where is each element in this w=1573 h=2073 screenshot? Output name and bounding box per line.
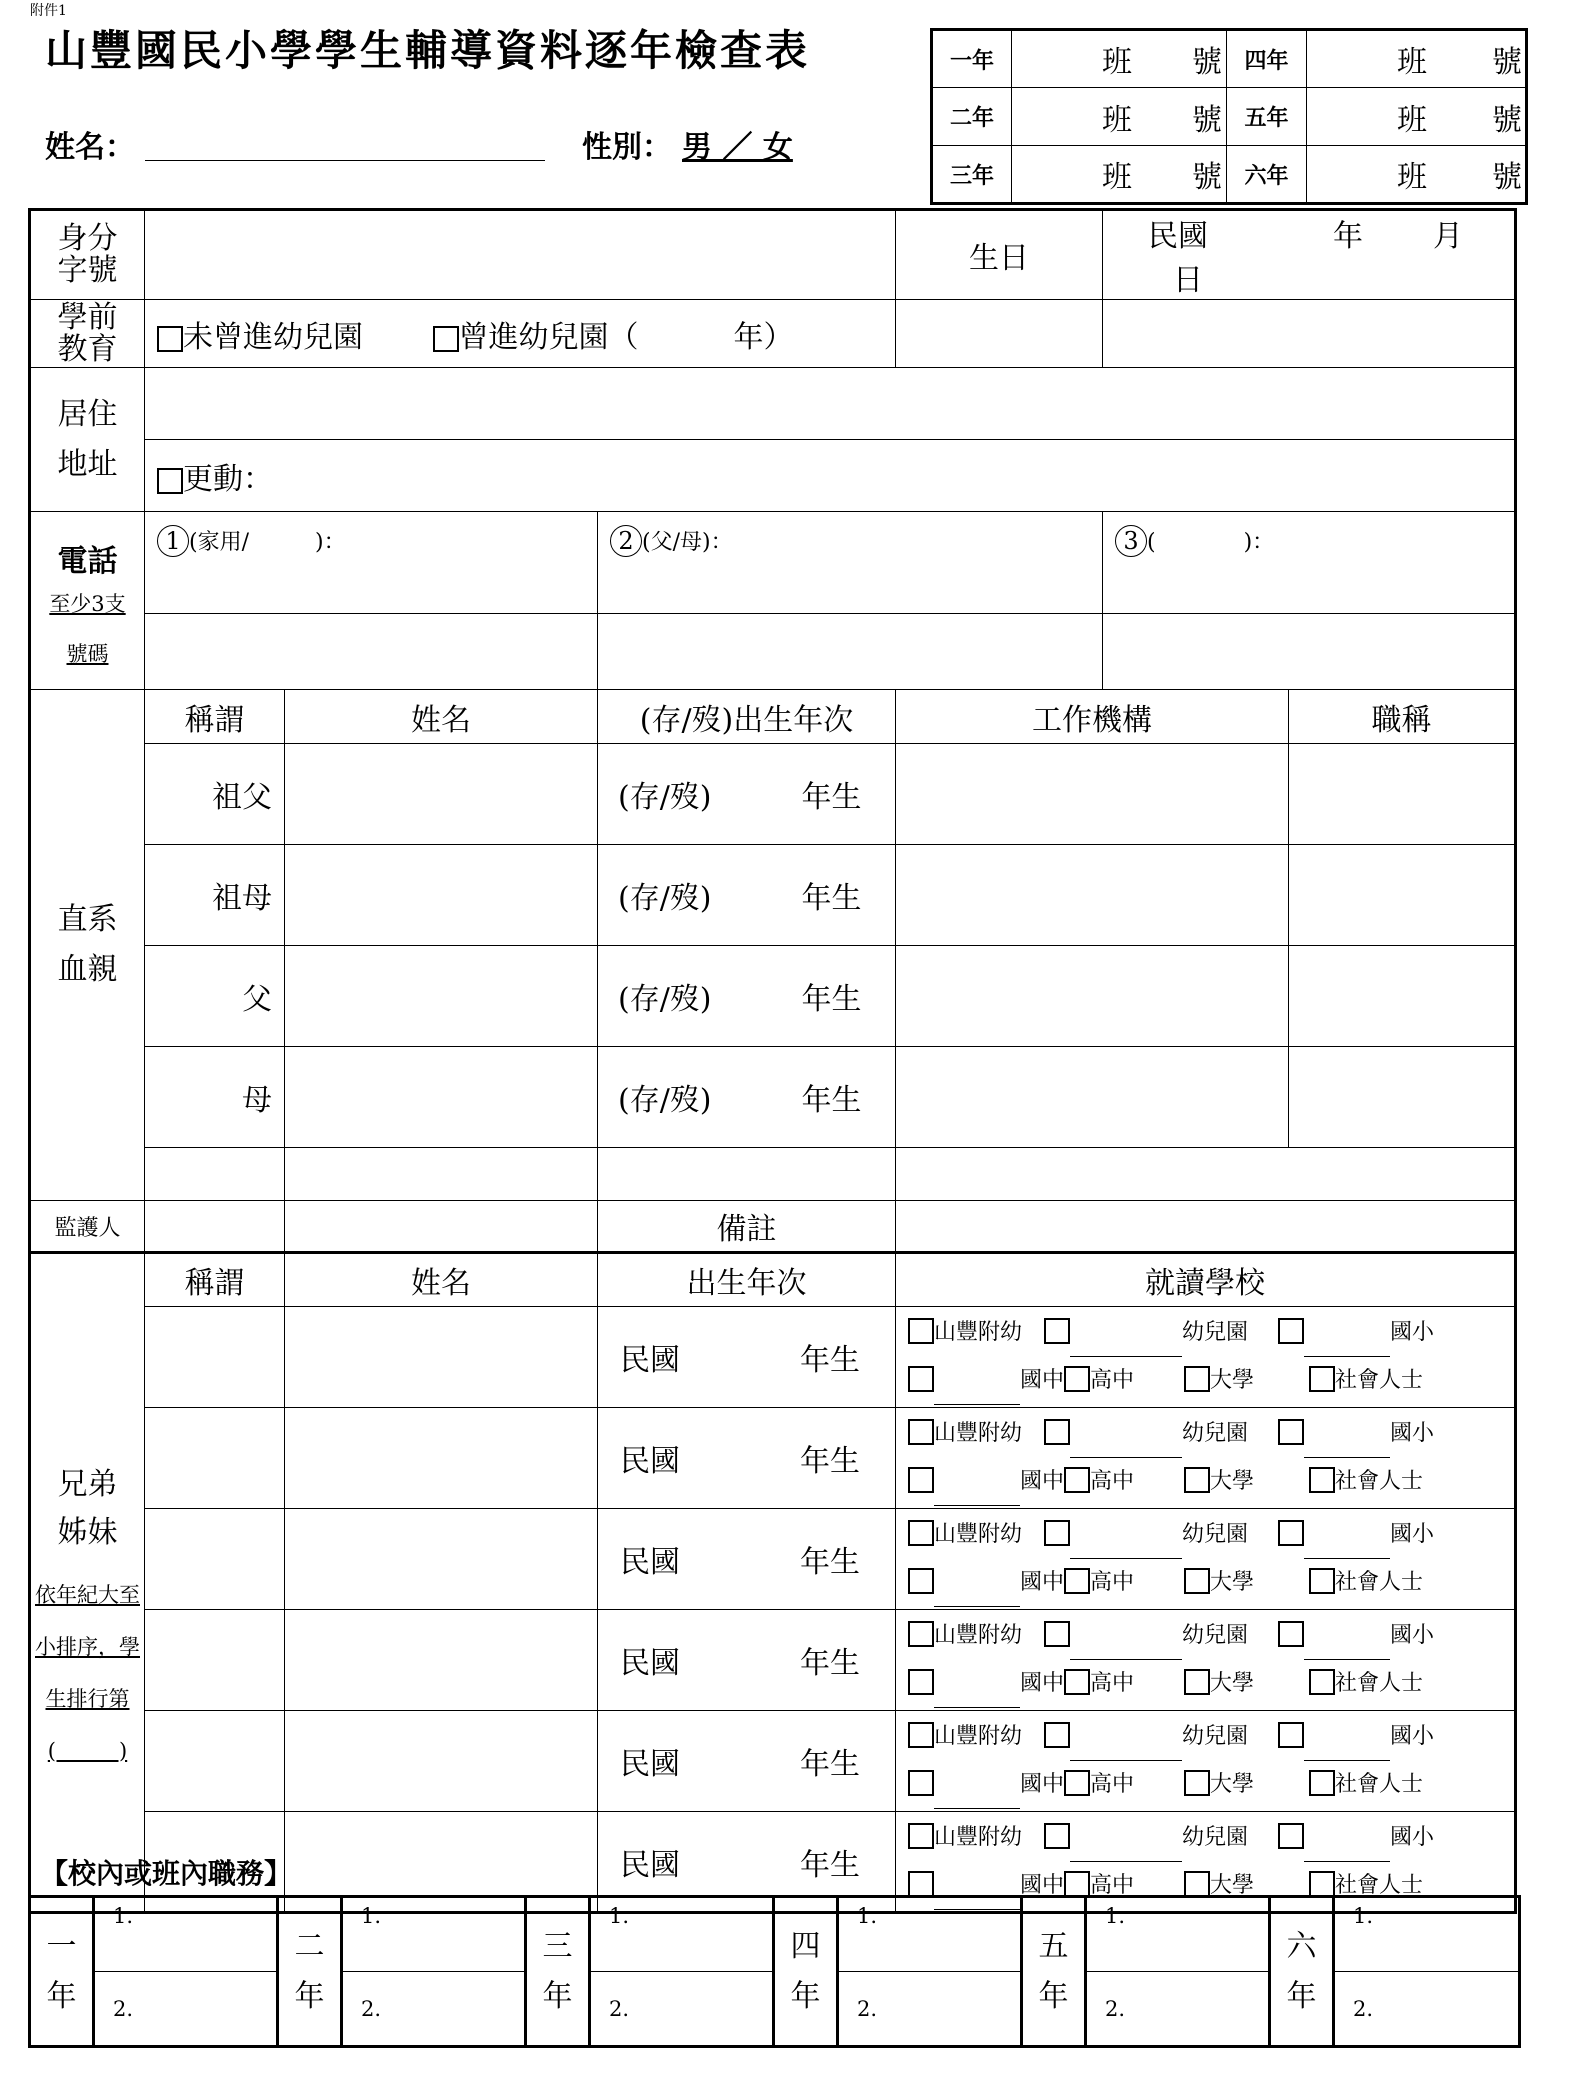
duty-4-item-1[interactable]: 1.: [838, 1897, 1022, 1972]
guardian-label: 監護人: [30, 1201, 145, 1253]
address-change-label: 更動：: [183, 461, 273, 497]
preschool-years-label: 年）: [733, 319, 794, 355]
guardian-title-field[interactable]: [145, 1201, 285, 1253]
school-university-checkbox[interactable]: [1184, 1467, 1210, 1493]
phone-3-number: 3: [1115, 525, 1147, 557]
school-working-checkbox[interactable]: [1309, 1871, 1335, 1897]
id-field[interactable]: [145, 210, 896, 300]
guardian-extra-cell-2[interactable]: [285, 1148, 598, 1201]
grade-6-class-cell[interactable]: [1307, 146, 1527, 204]
school-kindergarten-checkbox[interactable]: [1044, 1419, 1070, 1445]
relatives-header-title: 稱謂: [145, 690, 285, 744]
school-elementary-checkbox[interactable]: [1278, 1823, 1304, 1849]
address-change-checkbox[interactable]: [157, 468, 183, 494]
relative-employer-field[interactable]: [896, 845, 1289, 946]
preschool-none-label: 未曾進幼兒園: [183, 319, 363, 355]
name-field[interactable]: [145, 160, 545, 161]
sibling-school-options: 山豐附幼 幼兒園 國小 國中 高中 大學 社會人士: [896, 1812, 1516, 1913]
guardian-extra-cell-4[interactable]: [896, 1148, 1516, 1201]
duty-5-item-2[interactable]: 2.: [1086, 1972, 1270, 2047]
relatives-header-employer: 工作機構: [896, 690, 1289, 744]
relative-job-field[interactable]: [1289, 946, 1516, 1047]
grade-1-class-cell[interactable]: [1012, 30, 1227, 88]
duty-grade-6: 六 年: [1270, 1897, 1334, 2047]
school-senior-high-checkbox[interactable]: [1064, 1669, 1090, 1695]
school-elementary-checkbox[interactable]: [1278, 1520, 1304, 1546]
class-label: 班: [1102, 45, 1132, 80]
number-label: 號: [1192, 102, 1222, 138]
sibling-title-field[interactable]: [145, 1408, 285, 1509]
relative-birth-field[interactable]: (存/歿) 年生: [598, 1047, 896, 1148]
sibling-name-field[interactable]: [285, 1408, 598, 1509]
phone-note-2: 號碼: [66, 642, 109, 666]
phone-label: 電話 至少3支 號碼: [30, 512, 145, 690]
roc-label: 民國: [1148, 219, 1208, 254]
preschool-yes-label: 曾進幼兒園（: [458, 319, 639, 355]
sibling-school-options: 山豐附幼 幼兒園 國小 國中 高中 大學 社會人士: [896, 1307, 1516, 1408]
guardian-extra-cell[interactable]: [145, 1148, 285, 1201]
relative-grandfather: 祖父: [145, 744, 285, 845]
sibling-school-options: 山豐附幼 幼兒園 國小 國中 高中 大學 社會人士: [896, 1408, 1516, 1509]
grade-5-class-cell[interactable]: [1307, 88, 1527, 146]
duty-grade-2: 二 年: [278, 1897, 342, 2047]
address-change-field[interactable]: [145, 440, 1516, 512]
class-label: 班: [1397, 45, 1427, 80]
relative-father: 父: [145, 946, 285, 1047]
school-elementary-checkbox[interactable]: [1278, 1621, 1304, 1647]
number-label: 號: [1192, 160, 1222, 195]
grade-5-label: 五年: [1227, 88, 1307, 146]
relative-job-field[interactable]: [1289, 1047, 1516, 1148]
page-title: 山豐國民小學學生輔導資料逐年檢查表: [45, 26, 811, 75]
sibling-birth-field[interactable]: 民國 年生: [598, 1812, 896, 1913]
number-label: 號: [1492, 102, 1522, 138]
school-working-checkbox[interactable]: [1309, 1467, 1335, 1493]
school-elementary-checkbox[interactable]: [1278, 1419, 1304, 1445]
relative-employer-field[interactable]: [896, 1047, 1289, 1148]
month-label: 月: [1433, 219, 1463, 254]
class-label: 班: [1102, 102, 1132, 138]
school-senior-high-checkbox[interactable]: [1064, 1366, 1090, 1392]
duty-grade-1: 一 年: [30, 1897, 94, 2047]
remarks-label: 備註: [598, 1201, 896, 1253]
school-university-checkbox[interactable]: [1184, 1871, 1210, 1897]
school-university-checkbox[interactable]: [1184, 1770, 1210, 1796]
relative-name-field[interactable]: [285, 845, 598, 946]
school-kindergarten-checkbox[interactable]: [1044, 1318, 1070, 1344]
name-label: 姓名：: [45, 130, 135, 165]
relative-employer-field[interactable]: [896, 946, 1289, 1047]
duty-4-item-2[interactable]: 2.: [838, 1972, 1022, 2047]
school-senior-high-checkbox[interactable]: [1064, 1770, 1090, 1796]
siblings-header-name: 姓名: [285, 1253, 598, 1307]
school-working-checkbox[interactable]: [1309, 1770, 1335, 1796]
grade-3-class-cell[interactable]: [1012, 146, 1227, 204]
siblings-header-school: 就讀學校: [896, 1253, 1516, 1307]
sibling-school-options: 山豐附幼 幼兒園 國小 國中 高中 大學 社會人士: [896, 1509, 1516, 1610]
relatives-header-birth: (存/歿)出生年次: [598, 690, 896, 744]
school-kindergarten-checkbox[interactable]: [1044, 1621, 1070, 1647]
duties-title: 【校內或班內職務】: [40, 1857, 293, 1890]
relative-birth-field[interactable]: (存/歿) 年生: [598, 845, 896, 946]
school-junior-high-checkbox[interactable]: [908, 1871, 934, 1897]
relative-job-field[interactable]: [1289, 845, 1516, 946]
duty-2-item-1[interactable]: 1.: [342, 1897, 526, 1972]
duty-1-item-2[interactable]: 2.: [94, 1972, 278, 2047]
class-label: 班: [1397, 102, 1427, 138]
school-junior-high-checkbox[interactable]: [908, 1568, 934, 1594]
relative-name-field[interactable]: [285, 744, 598, 845]
siblings-header-title: 稱謂: [145, 1253, 285, 1307]
address-field[interactable]: [145, 368, 1516, 440]
duty-5-item-1[interactable]: 1.: [1086, 1897, 1270, 1972]
relative-name-field[interactable]: [285, 1047, 598, 1148]
number-label: 號: [1492, 45, 1522, 80]
phone-note-1: 至少3支: [49, 592, 126, 616]
preschool-label: 學前 教育: [30, 300, 145, 368]
sibling-name-field[interactable]: [285, 1509, 598, 1610]
school-senior-high-checkbox[interactable]: [1064, 1467, 1090, 1493]
sibling-school-options: 山豐附幼 幼兒園 國小 國中 高中 大學 社會人士: [896, 1610, 1516, 1711]
school-junior-high-checkbox[interactable]: [908, 1366, 934, 1392]
class-seat-table: [930, 28, 1528, 205]
duty-6-item-2[interactable]: 2.: [1334, 1972, 1520, 2047]
school-kindergarten-checkbox[interactable]: [1044, 1722, 1070, 1748]
sibling-birth-field[interactable]: 民國 年生: [598, 1509, 896, 1610]
duty-grade-3: 三 年: [526, 1897, 590, 2047]
phone-1-number: 1: [157, 525, 189, 557]
sibling-title-field[interactable]: [145, 1509, 285, 1610]
sibling-birth-field[interactable]: 民國 年生: [598, 1610, 896, 1711]
school-elementary-checkbox[interactable]: [1278, 1318, 1304, 1344]
sibling-name-field[interactable]: [285, 1711, 598, 1812]
guardian-extra-cell-3[interactable]: [598, 1148, 896, 1201]
relatives-label: 直系 血親: [30, 690, 145, 1201]
attachment-mark: 附件1: [30, 3, 67, 19]
siblings-rank-field: ( ): [47, 1738, 128, 1763]
duties-table: [28, 1895, 1521, 2048]
sibling-name-field[interactable]: [285, 1307, 598, 1408]
sibling-title-field[interactable]: [145, 1711, 285, 1812]
school-preschool-checkbox[interactable]: [908, 1318, 934, 1344]
duty-grade-4: 四 年: [774, 1897, 838, 2047]
duty-6-item-1[interactable]: 1.: [1334, 1897, 1520, 1972]
school-preschool-checkbox[interactable]: [908, 1621, 934, 1647]
phone-3-field[interactable]: [1103, 512, 1516, 614]
class-label: 班: [1102, 160, 1132, 195]
relative-job-field[interactable]: [1289, 744, 1516, 845]
relative-birth-field[interactable]: (存/歿) 年生: [598, 744, 896, 845]
year-label: 年: [1333, 219, 1363, 254]
id-label: 身分 字號: [30, 210, 145, 300]
relative-mother: 母: [145, 1047, 285, 1148]
day-label: 日: [1173, 263, 1203, 298]
preschool-options: [145, 300, 896, 368]
remarks-field[interactable]: [896, 1201, 1516, 1253]
relative-employer-field[interactable]: [896, 744, 1289, 845]
school-junior-high-checkbox[interactable]: [908, 1467, 934, 1493]
guardian-name-field[interactable]: [285, 1201, 598, 1253]
gender-value[interactable]: 男 ／ 女: [682, 130, 793, 165]
sibling-birth-field[interactable]: 民國 年生: [598, 1711, 896, 1812]
sibling-name-field[interactable]: [285, 1610, 598, 1711]
sibling-birth-field[interactable]: 民國 年生: [598, 1408, 896, 1509]
class-label: 班: [1397, 160, 1427, 195]
school-kindergarten-checkbox[interactable]: [1044, 1520, 1070, 1546]
address-label: 居住 地址: [30, 368, 145, 512]
school-working-checkbox[interactable]: [1309, 1366, 1335, 1392]
school-senior-high-checkbox[interactable]: [1064, 1871, 1090, 1897]
school-preschool-checkbox[interactable]: [908, 1722, 934, 1748]
phone-1-extra[interactable]: [145, 614, 598, 690]
number-label: 號: [1492, 160, 1522, 195]
school-university-checkbox[interactable]: [1184, 1568, 1210, 1594]
student-info-table: [28, 208, 1517, 1914]
grade-3-label: 三年: [932, 146, 1012, 204]
siblings-note-2: 小排序，學: [35, 1634, 140, 1659]
phone-3-extra[interactable]: [1103, 614, 1516, 690]
school-working-checkbox[interactable]: [1309, 1669, 1335, 1695]
duty-1-item-1[interactable]: 1.: [94, 1897, 278, 1972]
grade-6-label: 六年: [1227, 146, 1307, 204]
siblings-note-1: 依年紀大至: [35, 1582, 140, 1607]
grade-2-label: 二年: [932, 88, 1012, 146]
phone-3-label: ( )：: [1147, 530, 1275, 555]
birthday-field[interactable]: [1103, 210, 1516, 300]
siblings-label: 兄弟 姊妹 依年紀大至 小排序，學 生排行第 ( ): [30, 1253, 145, 1913]
preschool-yes-checkbox[interactable]: [433, 326, 459, 352]
phone-2-number: 2: [610, 525, 642, 557]
duty-3-item-1[interactable]: 1.: [590, 1897, 774, 1972]
phone-1-label: (家用/ )：: [189, 530, 346, 555]
phone-2-field[interactable]: [598, 512, 1103, 614]
school-junior-high-checkbox[interactable]: [908, 1669, 934, 1695]
school-working-checkbox[interactable]: [1309, 1568, 1335, 1594]
relative-grandmother: 祖母: [145, 845, 285, 946]
preschool-none-checkbox[interactable]: [157, 326, 183, 352]
relatives-header-job: 職稱: [1289, 690, 1516, 744]
birthday-label: 生日: [896, 210, 1103, 300]
school-preschool-checkbox[interactable]: [908, 1823, 934, 1849]
duty-2-item-2[interactable]: 2.: [342, 1972, 526, 2047]
relative-name-field[interactable]: [285, 946, 598, 1047]
school-kindergarten-checkbox[interactable]: [1044, 1823, 1070, 1849]
gender-label: 性別：: [582, 130, 672, 165]
school-preschool-checkbox[interactable]: [908, 1520, 934, 1546]
sibling-birth-field[interactable]: 民國 年生: [598, 1307, 896, 1408]
phone-2-extra[interactable]: [598, 614, 1103, 690]
school-preschool-checkbox[interactable]: [908, 1419, 934, 1445]
relatives-header-name: 姓名: [285, 690, 598, 744]
phone-2-label: (父/母)：: [642, 530, 733, 555]
grade-4-class-cell[interactable]: [1307, 30, 1527, 88]
school-senior-high-checkbox[interactable]: [1064, 1568, 1090, 1594]
siblings-note-3: 生排行第: [45, 1686, 130, 1711]
duty-3-item-2[interactable]: 2.: [590, 1972, 774, 2047]
preschool-extra-cell-2[interactable]: [1103, 300, 1516, 368]
grade-1-label: 一年: [932, 30, 1012, 88]
grade-4-label: 四年: [1227, 30, 1307, 88]
siblings-header-birth: 出生年次: [598, 1253, 896, 1307]
phone-1-field[interactable]: [145, 512, 598, 614]
school-university-checkbox[interactable]: [1184, 1366, 1210, 1392]
relative-birth-field[interactable]: (存/歿) 年生: [598, 946, 896, 1047]
duty-grade-5: 五 年: [1022, 1897, 1086, 2047]
school-junior-high-checkbox[interactable]: [908, 1770, 934, 1796]
school-elementary-checkbox[interactable]: [1278, 1722, 1304, 1748]
preschool-extra-cell[interactable]: [896, 300, 1103, 368]
sibling-title-field[interactable]: [145, 1307, 285, 1408]
sibling-school-options: 山豐附幼 幼兒園 國小 國中 高中 大學 社會人士: [896, 1711, 1516, 1812]
number-label: 號: [1192, 45, 1222, 80]
sibling-title-field[interactable]: [145, 1610, 285, 1711]
school-university-checkbox[interactable]: [1184, 1669, 1210, 1695]
grade-2-class-cell[interactable]: [1012, 88, 1227, 146]
